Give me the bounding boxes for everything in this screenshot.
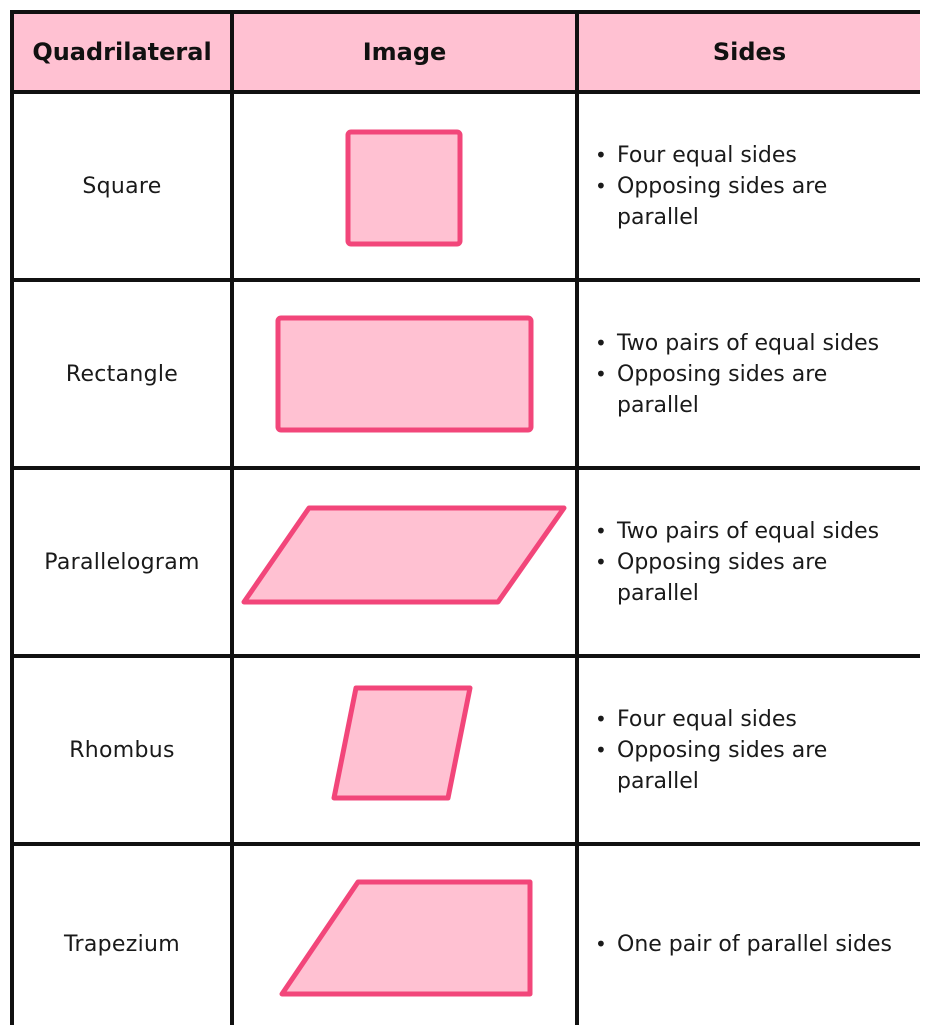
list-item: • Opposing sides are parallel bbox=[593, 547, 887, 609]
sides-list bbox=[579, 328, 920, 421]
sides-list bbox=[579, 140, 920, 233]
sides-list bbox=[579, 704, 920, 797]
rhombus-icon bbox=[234, 658, 575, 842]
shape-name: Square bbox=[12, 92, 232, 280]
bullet-icon: • bbox=[595, 931, 607, 956]
shape-image-cell bbox=[232, 92, 577, 280]
sides-cell bbox=[577, 92, 920, 280]
sides-list bbox=[579, 516, 920, 609]
list-item: • One pair of parallel sides bbox=[593, 929, 920, 960]
list-item: • Two pairs of equal sides bbox=[593, 516, 920, 547]
list-item: • Two pairs of equal sides bbox=[593, 328, 920, 359]
shape-name: Rhombus bbox=[12, 656, 232, 844]
table-row bbox=[12, 656, 920, 844]
sides-cell bbox=[577, 656, 920, 844]
parallelogram-icon bbox=[234, 470, 575, 654]
table-row bbox=[12, 92, 920, 280]
bullet-icon: • bbox=[595, 737, 607, 762]
list-item: • Opposing sides are parallel bbox=[593, 359, 887, 421]
header-row bbox=[12, 12, 920, 92]
sides-list bbox=[579, 929, 920, 960]
header-quadrilateral: Quadrilateral bbox=[12, 12, 232, 92]
shape-name: Rectangle bbox=[12, 280, 232, 468]
header-image: Image bbox=[232, 12, 577, 92]
list-item: • Four equal sides bbox=[593, 140, 920, 171]
quadrilateral-table-wrapper bbox=[10, 10, 920, 1025]
shape-name: Parallelogram bbox=[12, 468, 232, 656]
table-row bbox=[12, 468, 920, 656]
shape-image-cell bbox=[232, 280, 577, 468]
shape-image-cell bbox=[232, 656, 577, 844]
sides-cell bbox=[577, 280, 920, 468]
shape-image-cell bbox=[232, 468, 577, 656]
table-row bbox=[12, 844, 920, 1025]
bullet-icon: • bbox=[595, 549, 607, 574]
quadrilateral-table bbox=[10, 10, 920, 1025]
list-item: • Opposing sides are parallel bbox=[593, 171, 887, 233]
square-icon bbox=[234, 94, 575, 278]
list-item: • Opposing sides are parallel bbox=[593, 735, 887, 797]
sides-cell bbox=[577, 844, 920, 1025]
shape-image-cell bbox=[232, 844, 577, 1025]
bullet-icon: • bbox=[595, 142, 607, 167]
bullet-icon: • bbox=[595, 518, 607, 543]
trapezium-icon bbox=[234, 852, 575, 1025]
list-item: • Four equal sides bbox=[593, 704, 920, 735]
header-sides: Sides bbox=[577, 12, 920, 92]
bullet-icon: • bbox=[595, 706, 607, 731]
sides-cell bbox=[577, 468, 920, 656]
rectangle-icon bbox=[234, 282, 575, 466]
table-row bbox=[12, 280, 920, 468]
bullet-icon: • bbox=[595, 173, 607, 198]
bullet-icon: • bbox=[595, 330, 607, 355]
shape-name: Trapezium bbox=[12, 844, 232, 1025]
bullet-icon: • bbox=[595, 361, 607, 386]
